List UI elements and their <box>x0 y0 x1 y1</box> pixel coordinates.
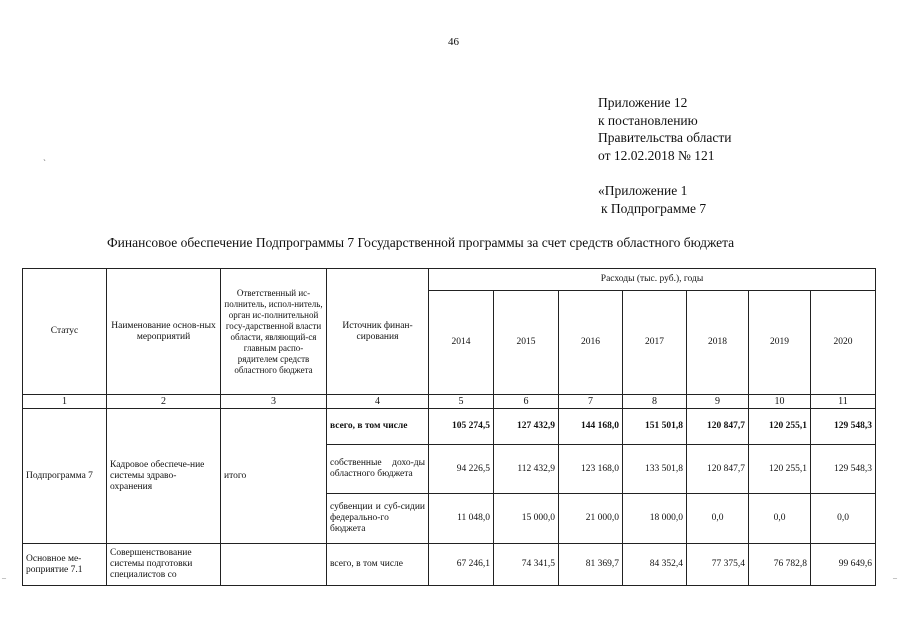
document-title: Финансовое обеспечение Подпрограммы 7 Государственной программы за счет средств областного бюджета <box>107 235 735 250</box>
appendix-line: к Подпрограмме 7 <box>601 200 707 216</box>
header-year: 2018 <box>687 291 749 395</box>
value-cell: 120 255,1 <box>749 445 811 494</box>
value-cell: 151 501,8 <box>623 409 687 445</box>
value-cell: 99 649,6 <box>811 544 876 586</box>
appendix-line: «Приложение 1 <box>598 183 688 198</box>
row-source: собственные дохо-ды областного бюджета <box>327 445 429 494</box>
appendix-line: от 12.02.2018 № 121 <box>598 147 715 163</box>
value-cell: 18 000,0 <box>623 494 687 544</box>
table-row <box>23 409 876 445</box>
appendix-line: Правительства области <box>598 130 732 145</box>
value-cell: 0,0 <box>687 494 749 544</box>
value-cell: 76 782,8 <box>749 544 811 586</box>
header-status: Статус <box>23 269 107 395</box>
column-number: 6 <box>494 395 559 409</box>
column-number: 10 <box>749 395 811 409</box>
header-year: 2015 <box>494 291 559 395</box>
column-number: 11 <box>811 395 876 409</box>
table-row <box>23 544 876 586</box>
page-number: 46 <box>448 36 459 48</box>
value-cell: 144 168,0 <box>559 409 623 445</box>
column-number: 2 <box>107 395 221 409</box>
value-cell: 67 246,1 <box>429 544 494 586</box>
header-year: 2016 <box>559 291 623 395</box>
value-cell: 21 000,0 <box>559 494 623 544</box>
column-number: 7 <box>559 395 623 409</box>
column-number: 9 <box>687 395 749 409</box>
scan-edge-mark-right: – <box>893 573 897 582</box>
value-cell: 77 375,4 <box>687 544 749 586</box>
row-source: всего, в том числе <box>327 409 429 445</box>
header-year: 2017 <box>623 291 687 395</box>
row-name: Кадровое обеспече-ние системы здраво-охранения <box>107 409 221 544</box>
row-responsible: итого <box>221 409 327 544</box>
header-name: Наименование основ-ных мероприятий <box>107 269 221 395</box>
value-cell: 74 341,5 <box>494 544 559 586</box>
header-year: 2020 <box>811 291 876 395</box>
value-cell: 133 501,8 <box>623 445 687 494</box>
row-source: всего, в том числе <box>327 544 429 586</box>
appendix-line: Приложение 12 <box>598 95 688 110</box>
column-number: 8 <box>623 395 687 409</box>
header-responsible: Ответственный ис-полнитель, испол-нитель, орган ис-полнительной госу-дарственной власти области, являющий-ся главным распо-рядителем средств областного бюджета <box>221 269 327 395</box>
row-source: субвенции и суб-сидии федерально-го бюджета <box>327 494 429 544</box>
row-responsible <box>221 544 327 586</box>
column-number-row <box>23 395 876 409</box>
finance-table <box>22 268 876 586</box>
header-source: Источник финан-сирования <box>327 269 429 395</box>
value-cell: 120 255,1 <box>749 409 811 445</box>
appendix-block-2 <box>598 182 706 217</box>
value-cell: 112 432,9 <box>494 445 559 494</box>
value-cell: 123 168,0 <box>559 445 623 494</box>
row-name: Совершенствование системы подготовки специалистов со <box>107 544 221 586</box>
header-row <box>23 269 876 291</box>
value-cell: 0,0 <box>811 494 876 544</box>
column-number: 5 <box>429 395 494 409</box>
scan-edge-mark-left: – <box>2 573 6 582</box>
column-number: 4 <box>327 395 429 409</box>
appendix-block <box>598 94 731 164</box>
value-cell: 15 000,0 <box>494 494 559 544</box>
value-cell: 129 548,3 <box>811 409 876 445</box>
appendix-line: к постановлению <box>598 112 698 128</box>
value-cell: 11 048,0 <box>429 494 494 544</box>
header-year: 2014 <box>429 291 494 395</box>
value-cell: 129 548,3 <box>811 445 876 494</box>
value-cell: 127 432,9 <box>494 409 559 445</box>
value-cell: 81 369,7 <box>559 544 623 586</box>
row-status: Основное ме-роприятие 7.1 <box>23 544 107 586</box>
row-status: Подпрограмма 7 <box>23 409 107 544</box>
value-cell: 94 226,5 <box>429 445 494 494</box>
value-cell: 84 352,4 <box>623 544 687 586</box>
value-cell: 105 274,5 <box>429 409 494 445</box>
column-number: 1 <box>23 395 107 409</box>
value-cell: 120 847,7 <box>687 409 749 445</box>
header-expenses: Расходы (тыс. руб.), годы <box>429 269 876 291</box>
scan-speck: ` <box>43 158 46 168</box>
value-cell: 0,0 <box>749 494 811 544</box>
column-number: 3 <box>221 395 327 409</box>
value-cell: 120 847,7 <box>687 445 749 494</box>
header-year: 2019 <box>749 291 811 395</box>
